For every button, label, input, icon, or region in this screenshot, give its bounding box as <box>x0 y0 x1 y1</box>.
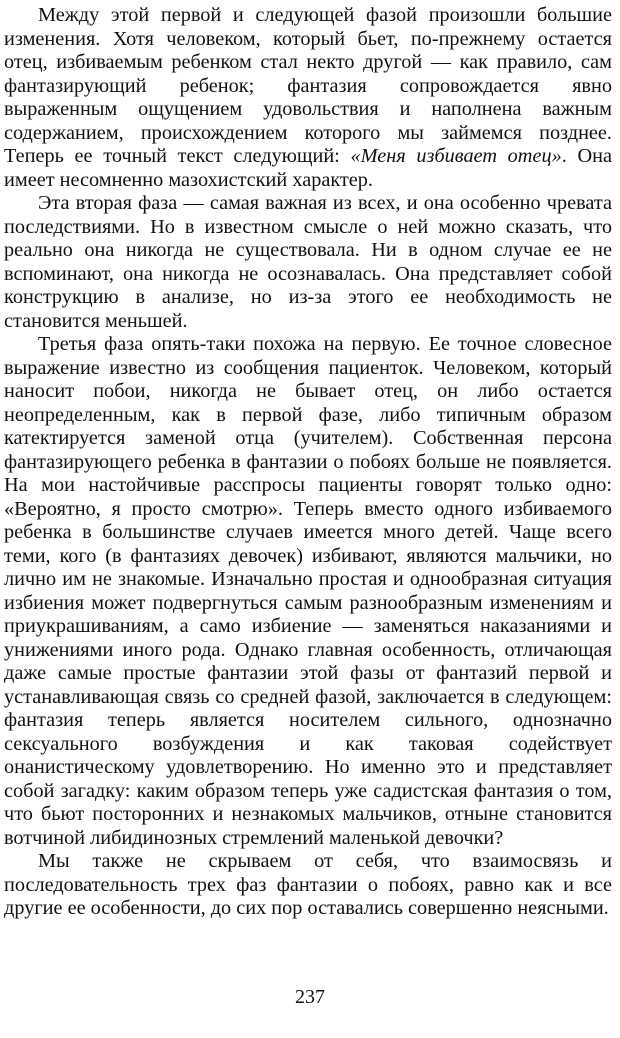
paragraph-3: Третья фаза опять-таки похожа на первую. Ее точное словесное выражение известно из сообщения пациенток. Человеком, который наносит побои, никогда не бывает отец, он либо остается неопределенным, как в первой фазе, либо типичным образом катектируется заменой отца (учителем). Собственная персона фантазирующего ребенка в фантазии о побоях больше не появляется. На мои настойчивые расспросы пациенты говорят только одно: «Вероятно, я просто смотрю». Теперь вместо одного избиваемого ребенка в большинстве случаев имеется много детей. Чаще всего теми, кого (в фантазиях девочек) избивают, являются мальчики, но лично им не знакомые. Изначально простая и однообразная ситуация избиения может подвергнуться самым разнообразным изменениям и приукрашиваниям, а само избиение — заменяться наказаниями и унижениями иного рода. Однако главная особенность, отличающая даже самые простые фантазии этой фазы от фантазий первой и устанавливающая связь со средней фазой, заключается в следующем: фантазия теперь является носителем сильного, однозначно сексуального возбуждения и как таковая содействует онанистическому удовлетворению. Но именно это и представляет собой загадку: каким образом теперь уже садистская фантазия о том, что бьют посторонних и незнакомых мальчиков, отныне становится вотчиной либидинозных стремлений маленькой девочки? <box>4 333 612 849</box>
paragraph-2: Эта вторая фаза — самая важная из всех, и она особенно чревата последствиями. Но в известном смысле о ней можно сказать, что реально она никогда не существовала. Ни в одном случае ее не вспоминают, она никогда не осознавалась. Она представляет собой конструкцию в анализе, но из-за этого ее необходимость не становится меньшей. <box>4 192 612 332</box>
paragraph-1-quote: «Меня избивает отец» <box>350 145 562 167</box>
paragraph-1-before: Между этой первой и следующей фазой произошли большие изменения. Хотя человеком, который бьет, по-прежнему остается отец, избиваемым ребенком стал некто другой — как правило, сам фантазирующий ребенок; фантазия сопровождается явно выраженным ощущением удовольствия и наполнена важным содержанием, происхождением которого мы займемся позднее. Теперь ее точный текст следующий: <box>4 4 612 167</box>
page-number: 237 <box>295 986 325 1008</box>
body-text <box>4 4 612 921</box>
paragraph-4: Мы также не скрываем от себя, что взаимосвязь и последовательность трех фаз фантазии о побоях, равно как и все другие ее особенности, до сих пор оставались совершенно неясными. <box>4 850 612 919</box>
paragraph-1-after: . Она имеет несомненно мазохистский характер. <box>4 145 612 191</box>
paragraph-1 <box>4 4 612 192</box>
